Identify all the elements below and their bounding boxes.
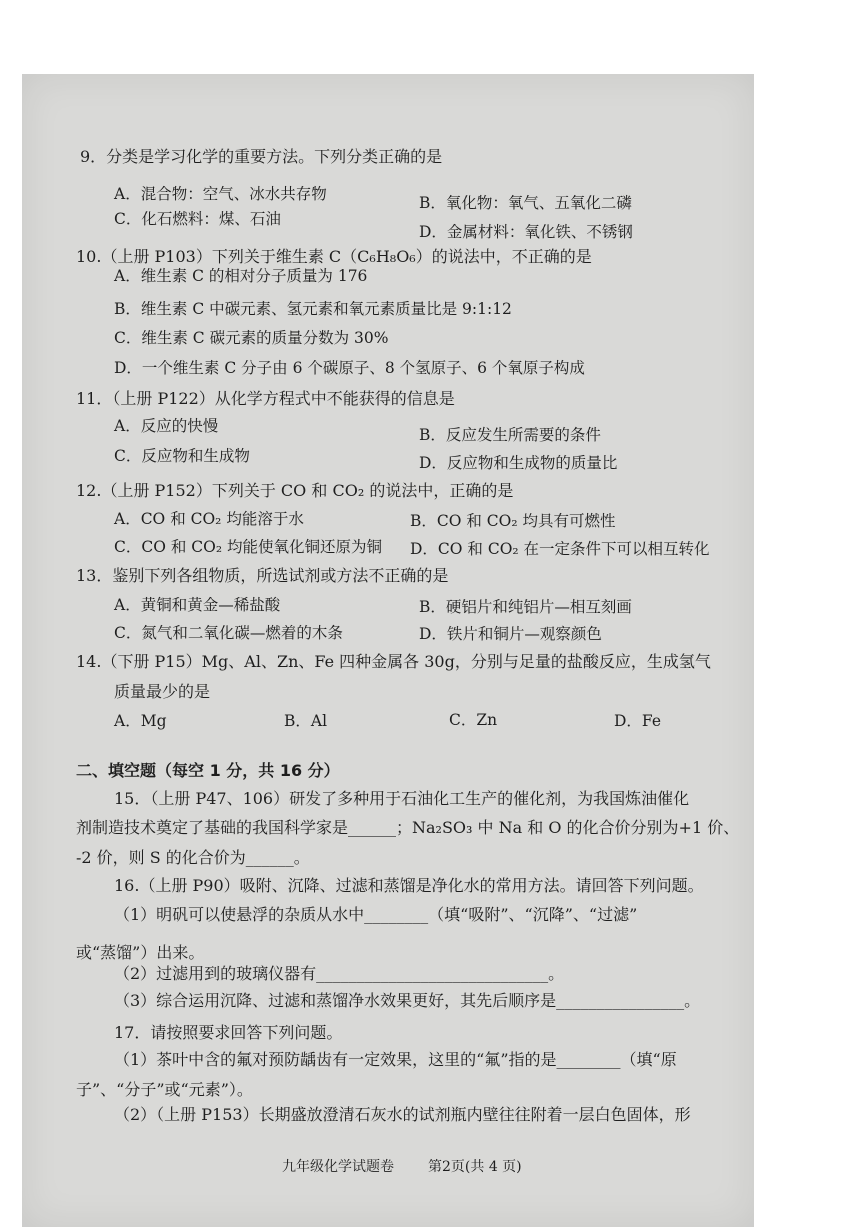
q11-option-b: B．反应发生所需要的条件 (419, 426, 601, 444)
q16-line3: 或“蒸馏”）出来。 (76, 943, 205, 962)
q9-option-d: D．金属材料：氧化铁、不锈钢 (419, 223, 633, 241)
q11-option-a: A．反应的快慢 (114, 417, 219, 435)
q15-line2: 剂制造技术奠定了基础的我国科学家是______；Na₂SO₃ 中 Na 和 O 的化合价分别为+1 价、 (76, 818, 740, 837)
footer-title: 九年级化学试题卷 (282, 1159, 394, 1175)
q14-option-a: A．Mg (114, 712, 167, 730)
q13-option-a: A．黄铜和黄金—稀盐酸 (114, 596, 281, 614)
q14-stem-cont: 质量最少的是 (114, 682, 211, 701)
q12-stem: 12.（上册 P152）下列关于 CO 和 CO₂ 的说法中，正确的是 (76, 481, 514, 500)
q14-option-b: B．Al (284, 712, 328, 730)
q9-stem: 9．分类是学习化学的重要方法。下列分类正确的是 (80, 147, 443, 166)
q17-line1: 17．请按照要求回答下列问题。 (114, 1023, 343, 1042)
q13-stem: 13．鉴别下列各组物质，所选试剂或方法不正确的是 (76, 566, 449, 585)
q13-option-b: B．硬铝片和纯铝片—相互刻画 (419, 598, 632, 616)
q12-option-d: D．CO 和 CO₂ 在一定条件下可以相互转化 (410, 540, 710, 558)
q16-line1: 16.（上册 P90）吸附、沉降、过滤和蒸馏是净化水的常用方法。请回答下列问题。 (114, 876, 704, 895)
q11-stem: 11．（上册 P122）从化学方程式中不能获得的信息是 (76, 389, 455, 408)
q10-stem: 10.（上册 P103）下列关于维生素 C（C₆H₈O₆）的说法中，不正确的是 (76, 247, 592, 266)
q17-line2: （1）茶叶中含的氟对预防龋齿有一定效果，这里的“氟”指的是________（填“原 (114, 1050, 677, 1069)
q9-option-a: A．混合物：空气、冰水共存物 (114, 185, 327, 203)
q9-option-c: C．化石燃料：煤、石油 (114, 210, 281, 228)
q10-option-c: C．维生素 C 碳元素的质量分数为 30% (114, 329, 389, 347)
q17-line4: （2）（上册 P153）长期盛放澄清石灰水的试剂瓶内壁往往附着一层白色固体，形 (114, 1105, 691, 1124)
q10-option-d: D．一个维生素 C 分子由 6 个碳原子、8 个氢原子、6 个氧原子构成 (114, 359, 585, 377)
q10-option-a: A．维生素 C 的相对分子质量为 176 (114, 267, 368, 285)
q16-line2: （1）明矾可以使悬浮的杂质从水中________（填“吸附”、“沉降”、“过滤” (114, 905, 638, 924)
q16-line5: （3）综合运用沉降、过滤和蒸馏净水效果更好，其先后顺序是________________。 (114, 991, 701, 1010)
q9-option-b: B．氧化物：氧气、五氧化二磷 (419, 194, 632, 212)
section-heading: 二、填空题（每空 1 分，共 16 分） (76, 761, 340, 780)
q15-line3: -2 价，则 S 的化合价为______。 (76, 848, 310, 867)
q17-line3: 子”、“分子”或“元素”）。 (76, 1080, 253, 1099)
q16-line4: （2）过滤用到的玻璃仪器有_____________________________。 (114, 964, 565, 983)
q14-option-d: D．Fe (614, 712, 662, 730)
q10-option-b: B．维生素 C 中碳元素、氢元素和氧元素质量比是 9:1:12 (114, 300, 512, 318)
q13-option-c: C．氮气和二氧化碳—燃着的木条 (114, 624, 343, 642)
q14-stem: 14.（下册 P15）Mg、Al、Zn、Fe 四种金属各 30g，分别与足量的盐酸反应，生成氢气 (76, 652, 711, 671)
q14-option-c: C．Zn (449, 711, 498, 729)
q15-line1: 15．（上册 P47、106）研发了多种用于石油化工生产的催化剂，为我国炼油催化 (114, 789, 690, 808)
q12-option-c: C．CO 和 CO₂ 均能使氧化铜还原为铜 (114, 538, 382, 556)
q12-option-b: B．CO 和 CO₂ 均具有可燃性 (410, 512, 616, 530)
q11-option-d: D．反应物和生成物的质量比 (419, 454, 618, 472)
q12-option-a: A．CO 和 CO₂ 均能溶于水 (114, 510, 304, 528)
q13-option-d: D．铁片和铜片—观察颜色 (419, 625, 602, 643)
footer-page-number: 第2页(共 4 页) (428, 1159, 522, 1175)
q11-option-c: C．反应物和生成物 (114, 447, 250, 465)
